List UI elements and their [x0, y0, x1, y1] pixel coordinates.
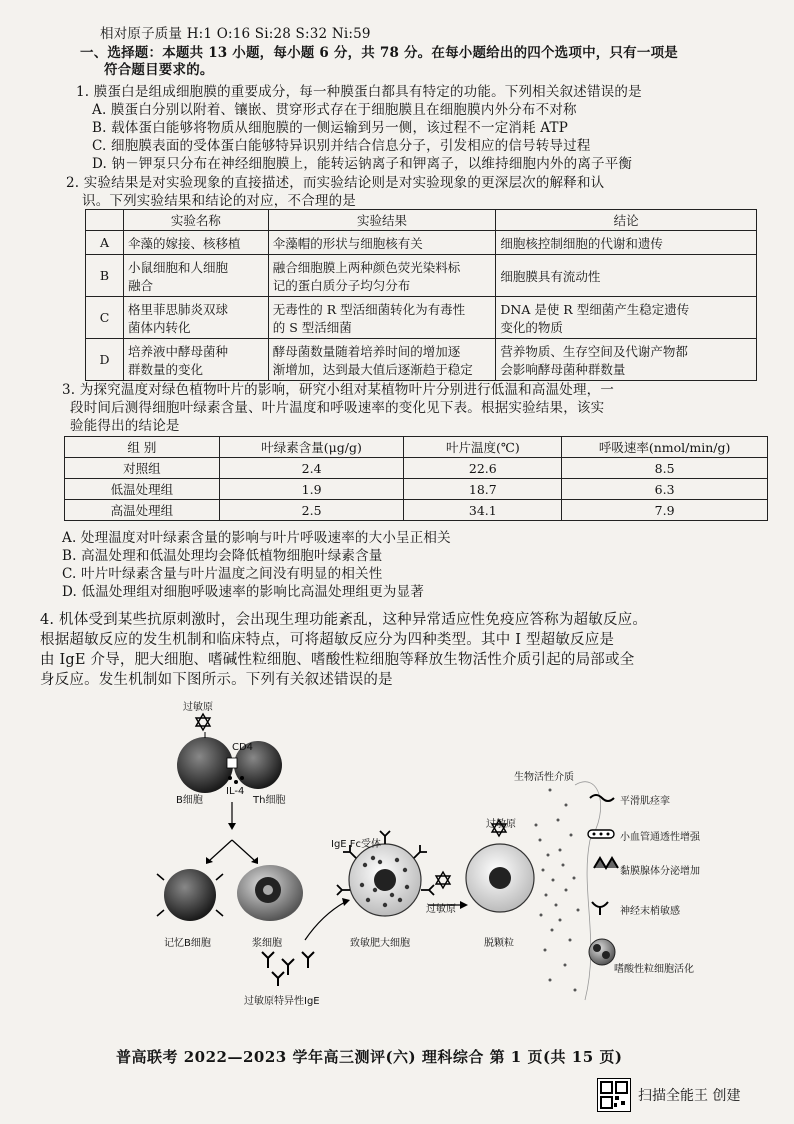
q2-row-key: D	[86, 339, 124, 381]
table-row	[65, 479, 768, 500]
allergen-mid-icon	[436, 872, 450, 888]
section-title-line1: 一、选择题：本题共 13 小题，每小题 6 分，共 78 分。在每小题给出的四个选项中，只有一项是	[80, 45, 678, 61]
q2-row-conclusion-line: 营养物质、生存空间及代谢产物都	[500, 343, 688, 359]
q2-row-name	[123, 255, 268, 297]
q1-stem: 1. 膜蛋白是组成细胞膜的重要成分，每一种膜蛋白都具有特定的功能。下列相关叙述错误的是	[76, 84, 642, 100]
q2-row-result-line: 融合细胞膜上两种颜色荧光染料标	[272, 259, 461, 275]
q2-header-result: 实验结果	[268, 210, 496, 231]
q3-header-respiration: 呼吸速率(nmol/min/g)	[562, 437, 768, 458]
q2-stem-line2: 识。下列实验结果和结论的对应，不合理的是	[82, 193, 356, 209]
table-row	[86, 231, 757, 255]
label-effect-5: 嗜酸性粒细胞活化	[614, 964, 694, 975]
q2-row-result	[268, 297, 496, 339]
q2-row-conclusion	[496, 297, 757, 339]
table-row	[65, 500, 768, 521]
q3-cell: 34.1	[404, 500, 562, 521]
q2-row-key: C	[86, 297, 124, 339]
label-plasma: 浆细胞	[252, 938, 282, 949]
q2-header-name: 实验名称	[123, 210, 268, 231]
cd4-molecule	[227, 758, 237, 768]
q1-option-c: C. 细胞膜表面的受体蛋白能够特异识别并结合信息分子，引发相应的信号转导过程	[92, 138, 591, 154]
label-allergen-right: 过敏原	[486, 819, 516, 830]
blood-vessel-icon	[588, 830, 614, 838]
q2-row-conclusion	[496, 339, 757, 381]
label-effect-2: 小血管通透性增强	[620, 832, 700, 843]
q2-row-name-line: 小鼠细胞和人细胞	[127, 259, 228, 275]
page-footer: 普高联考 2022—2023 学年高三测评(六) 理科综合 第 1 页(共 15 页)	[116, 1048, 623, 1066]
q3-cell: 6.3	[562, 479, 768, 500]
q4-stem-line1: 4. 机体受到某些抗原刺激时，会出现生理功能紊乱，这种异常适应性免疫应答称为超敏反应。	[40, 612, 648, 628]
table-row	[86, 339, 757, 381]
q2-row-conclusion-line: 变化的物质	[500, 319, 563, 335]
q3-cell: 2.4	[219, 458, 404, 479]
q1-option-a: A. 膜蛋白分别以附着、镶嵌、贯穿形式存在于细胞膜且在细胞膜内外分布不对称	[92, 102, 577, 118]
label-il4: IL-4	[226, 786, 245, 797]
ige-antibodies-icon	[262, 952, 314, 986]
q2-row-name-line: 格里菲思肺炎双球	[127, 301, 228, 317]
label-th-cell: Th细胞	[253, 795, 286, 806]
q2-table	[85, 209, 757, 381]
gland-icon	[594, 858, 618, 868]
q2-row-result-line: 的 S 型活细菌	[272, 319, 352, 335]
q3-option-d: D. 低温处理组对细胞呼吸速率的影响比高温处理组更为显著	[62, 584, 425, 600]
smooth-muscle-icon	[590, 795, 614, 801]
q2-row-name-line: 伞藻的嫁接、核移植	[127, 235, 241, 251]
q2-row-name-line: 菌体内转化	[127, 319, 191, 335]
q4-stem-line4: 身反应。发生机制如下图所示。下列有关叙述错误的是	[40, 672, 393, 688]
q3-cell: 对照组	[65, 458, 220, 479]
q3-stem-line3: 验能得出的结论是	[70, 418, 180, 434]
allergen-top-icon	[196, 714, 210, 730]
qr-code-icon	[597, 1078, 631, 1112]
label-ige-receptor: IgE Fc受体	[331, 839, 382, 850]
q3-cell: 18.7	[404, 479, 562, 500]
q2-row-conclusion-line: 会影响酵母菌种群数量	[500, 361, 626, 377]
b-cell-shape	[177, 737, 233, 793]
q2-row-conclusion-line: 细胞核控制细胞的代谢和遗传	[500, 235, 663, 251]
q3-option-b: B. 高温处理和低温处理均会降低植物细胞叶绿素含量	[62, 548, 383, 564]
q2-row-name-line: 群数量的变化	[127, 361, 203, 377]
q4-stem-line3: 由 IgE 介导，肥大细胞、嗜碱性粒细胞、嗜酸性粒细胞等释放生物活性介质引起的局部或全	[40, 652, 635, 668]
q3-cell: 22.6	[404, 458, 562, 479]
q2-row-name-line: 融合	[127, 277, 153, 293]
q2-row-conclusion-line: DNA 是使 R 型细菌产生稳定遗传	[500, 301, 690, 317]
q2-row-name	[123, 231, 268, 255]
q2-stem-line1: 2. 实验结果是对实验现象的直接描述，而实验结论则是对实验现象的更深层次的解释和认	[66, 175, 605, 191]
table-row	[86, 255, 757, 297]
q3-header-group: 组 别	[65, 437, 220, 458]
q2-row-name-line: 培养液中酵母菌种	[127, 343, 228, 359]
q3-cell: 低温处理组	[65, 479, 220, 500]
scanner-watermark: 扫描全能王 创建	[638, 1088, 741, 1104]
q2-header-conclusion: 结论	[496, 210, 757, 231]
q3-table-header	[65, 437, 768, 458]
label-specific-ige: 过敏原特异性IgE	[244, 996, 320, 1007]
q4-stem-line2: 根据超敏反应的发生机制和临床特点，可将超敏反应分为四种类型。其中 I 型超敏反应是	[40, 632, 615, 648]
q3-option-c: C. 叶片叶绿素含量与叶片温度之间没有明显的相关性	[62, 566, 383, 582]
q2-row-result-line: 记的蛋白质分子均匀分布	[272, 277, 411, 293]
q3-header-chlorophyll: 叶绿素含量(μg/g)	[219, 437, 404, 458]
q2-row-result-line: 渐增加，达到最大值后逐渐趋于稳定	[272, 361, 473, 377]
q3-cell: 8.5	[562, 458, 768, 479]
q2-row-conclusion	[496, 231, 757, 255]
label-degranulation: 脱颗粒	[484, 938, 514, 949]
label-b-cell: B细胞	[176, 795, 203, 806]
q2-row-result-line: 无毒性的 R 型活细菌转化为有毒性	[272, 301, 466, 317]
q2-row-conclusion-line: 细胞膜具有流动性	[500, 268, 601, 284]
memory-b-cell-shape	[164, 869, 216, 921]
q3-cell: 高温处理组	[65, 500, 220, 521]
q2-row-conclusion	[496, 255, 757, 297]
q2-row-result	[268, 255, 496, 297]
q3-option-a: A. 处理温度对叶绿素含量的影响与叶片呼吸速率的大小呈正相关	[62, 530, 451, 546]
label-effect-3: 黏膜腺体分泌增加	[620, 866, 700, 877]
atomic-mass-line: 相对原子质量 H:1 O:16 Si:28 S:32 Ni:59	[100, 26, 371, 42]
q2-header-key	[86, 210, 124, 231]
q1-option-b: B. 载体蛋白能够将物质从细胞膜的一侧运输到另一侧，该过程不一定消耗 ATP	[92, 120, 568, 136]
label-effect-1: 平滑肌痉挛	[620, 796, 670, 807]
q2-row-name	[123, 339, 268, 381]
label-cd4: CD4	[232, 742, 254, 753]
q2-row-result-line: 酵母菌数量随着培养时间的增加逐	[272, 343, 461, 359]
nerve-ending-icon	[592, 902, 608, 915]
q3-header-temperature: 叶片温度(℃)	[404, 437, 562, 458]
q3-cell: 7.9	[562, 500, 768, 521]
q3-stem-line2: 段时间后测得细胞叶绿素含量、叶片温度和呼吸速率的变化见下表。根据实验结果，该实	[70, 400, 605, 416]
q2-row-name	[123, 297, 268, 339]
q3-stem-line1: 3. 为探究温度对绿色植物叶片的影响，研究小组对某植物叶片分别进行低温和高温处理，一	[62, 382, 615, 398]
eosinophil-icon	[589, 939, 615, 965]
q3-cell: 1.9	[219, 479, 404, 500]
section-title-line2: 符合题目要求的。	[104, 62, 214, 78]
q3-table	[64, 436, 768, 521]
label-allergen-top: 过敏原	[183, 702, 213, 713]
table-row	[65, 458, 768, 479]
label-mediator: 生物活性介质	[514, 772, 574, 783]
label-effect-4: 神经末梢敏感	[620, 906, 680, 917]
q3-cell: 2.5	[219, 500, 404, 521]
label-allergen-mid: 过敏原	[426, 904, 456, 915]
q2-row-key: B	[86, 255, 124, 297]
q1-option-d: D. 钠－钾泵只分布在神经细胞膜上，能转运钠离子和钾离子，以维持细胞内外的离子平衡	[92, 156, 633, 172]
q2-row-result	[268, 339, 496, 381]
q2-row-result	[268, 231, 496, 255]
q2-row-key: A	[86, 231, 124, 255]
q2-table-header	[86, 210, 757, 231]
table-row	[86, 297, 757, 339]
label-memory-b: 记忆B细胞	[164, 938, 211, 949]
label-sensitized-mast: 致敏肥大细胞	[350, 938, 410, 949]
q2-row-result-line: 伞藻帽的形状与细胞核有关	[272, 235, 423, 251]
